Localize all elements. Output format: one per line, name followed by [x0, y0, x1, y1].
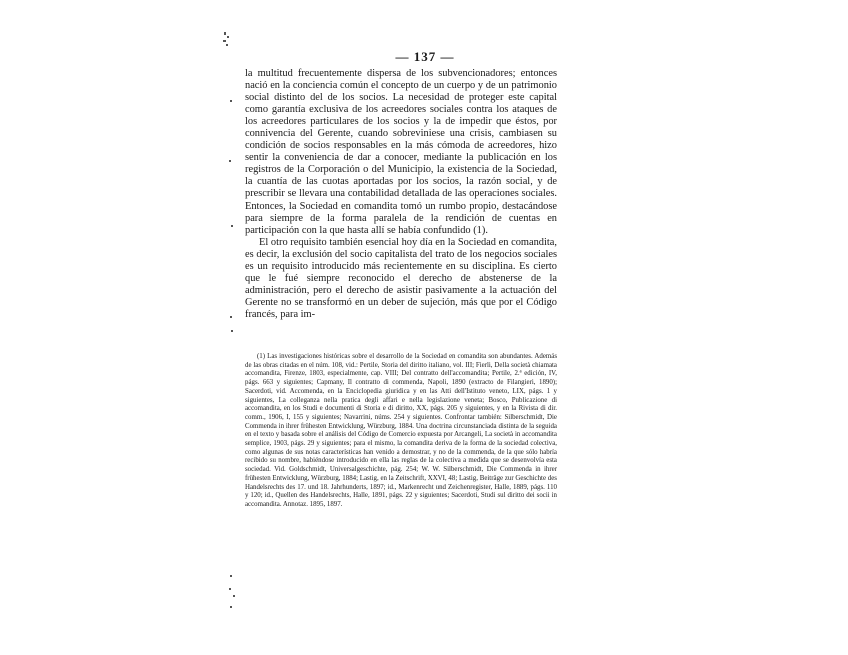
- margin-speck: [230, 100, 232, 102]
- margin-speck: [231, 330, 233, 332]
- footnote-block: [245, 353, 557, 510]
- margin-speck: [227, 36, 229, 38]
- footnote-1: (1) Las investigaciones históricas sobre el desarrollo de la Sociedad en comandita son abundantes. Además de las obras citadas en el núm. 108, vid.: Pertile, Storia del diritto italiano, vol. III; Fierli, Della società chiamata accomandita, Firenze, 1803, especialmente, cap. VIII; Del contratto dell'accomandita; Pertile, 2.ª edición, IV, págs. 663 y siguientes; Capmany, Il contratto di commenda, Napoli, 1890 (extracto de Filangieri, 1890); Sacerdoti, vid. Accomenda, en la Enciclopedia giuridica y en las Atti dell'Istituto veneto, LIX, págs. 1 y siguientes, La colleganza nella pratica degli affari e nella legislazione veneta; Bosco, Publicazione di accomandita, en los Studi e documenti di Storia e di diritto, XX, págs. 205 y siguientes, y en la Rivista di dir. comm., 1906, I, 155 y siguientes; Navarrini, núms. 254 y siguientes. Confrontar también: Silberschmidt, Die Commenda in ihrer frühesten Entwicklung, Würzburg, 1884. Una doctrina circunstanciada distinta de la seguida en el texto y basada sobre el análisis del Código de Comercio expuesta por Arcangeli, La società in accomandita semplice, 1903, págs. 29 y siguientes; para el mismo, la comandita deriva de la forma de la sociedad colectiva, como algunas de sus notas características han venido a demostrar, y no de la commenda, de la que sólo habría recibido su nombre, habiéndose introducido en ella las reglas de la colectiva a medida que se desenvolvía esta sociedad. Vid. Goldschmidt, Universalgeschichte, pág. 254; W. W. Silberschmidt, Die Commenda in ihrer frühesten Entwicklung, Würzburg, 1884; Lastig, en la Zeitschrift, XXVI, 48; Lastig, Beiträge zur Geschichte des Handelsrechts des 17. und 18. Jahrhunderts, 1897; id., Markenrecht und Zeichenregister, Halle, 1889, págs. 110 y 120; id., Quellen des Handelsrechts, Halle, 1891, págs. 22 y siguientes; Sacerdoti, Studi sul diritto dei socii in accomandita. Annotaz. 1895, 1897.: [245, 353, 557, 508]
- margin-speck: [223, 40, 226, 42]
- margin-speck: [231, 225, 233, 227]
- page-number: — 137 —: [395, 49, 455, 64]
- margin-speck: [230, 575, 232, 577]
- margin-speck: [226, 44, 228, 46]
- margin-speck: [230, 606, 232, 608]
- paragraph-continued: la multitud frecuentemente dispersa de los subvencionadores; entonces nació en la conciencia común el concepto de un cuerpo y de un patrimonio social distinto del de los socios. La necesidad de proteger este capital como garantía exclusiva de los acreedores sociales contra los ataques de los acreedores particulares de los socios y la de impedir que éstos, por connivencia del Gerente, cuando sobreviniese una crisis, cambiasen su condición de socios responsables en la más cómoda de acreedores, hizo sentir la conveniencia de dar a conocer, mediante la publicación en los registros de la Corporación o del Municipio, la existencia de la Sociedad, la cuantía de las cuotas aportadas por los socios, la razón social, y de prescribir se llevara una contabilidad detallada de las operaciones sociales. Entonces, la Sociedad en comandita tomó un rumbo propio, destacándose para siempre de la forma paralela de la rendición de cuentas en participación con la que hasta allí se había confundido (1).: [245, 68, 557, 236]
- main-text: [245, 68, 557, 321]
- margin-speck: [229, 588, 231, 590]
- paragraph: El otro requisito también esencial hoy día en la Sociedad en comandita, es decir, la exclusión del socio capitalista del trato de los negocios sociales es un requisito introducido más recientemente en su disciplina. Es cierto que le fué siempre reconocido el derecho de abstenerse de la administración, pero el derecho de asistir pasivamente a la actuación del Gerente no se transformó en un deber de sujeción, más que por el Código francés, para im-: [245, 236, 557, 320]
- margin-speck: [233, 595, 235, 597]
- margin-speck: [224, 32, 226, 35]
- margin-speck: [230, 316, 232, 318]
- margin-speck: [229, 160, 231, 162]
